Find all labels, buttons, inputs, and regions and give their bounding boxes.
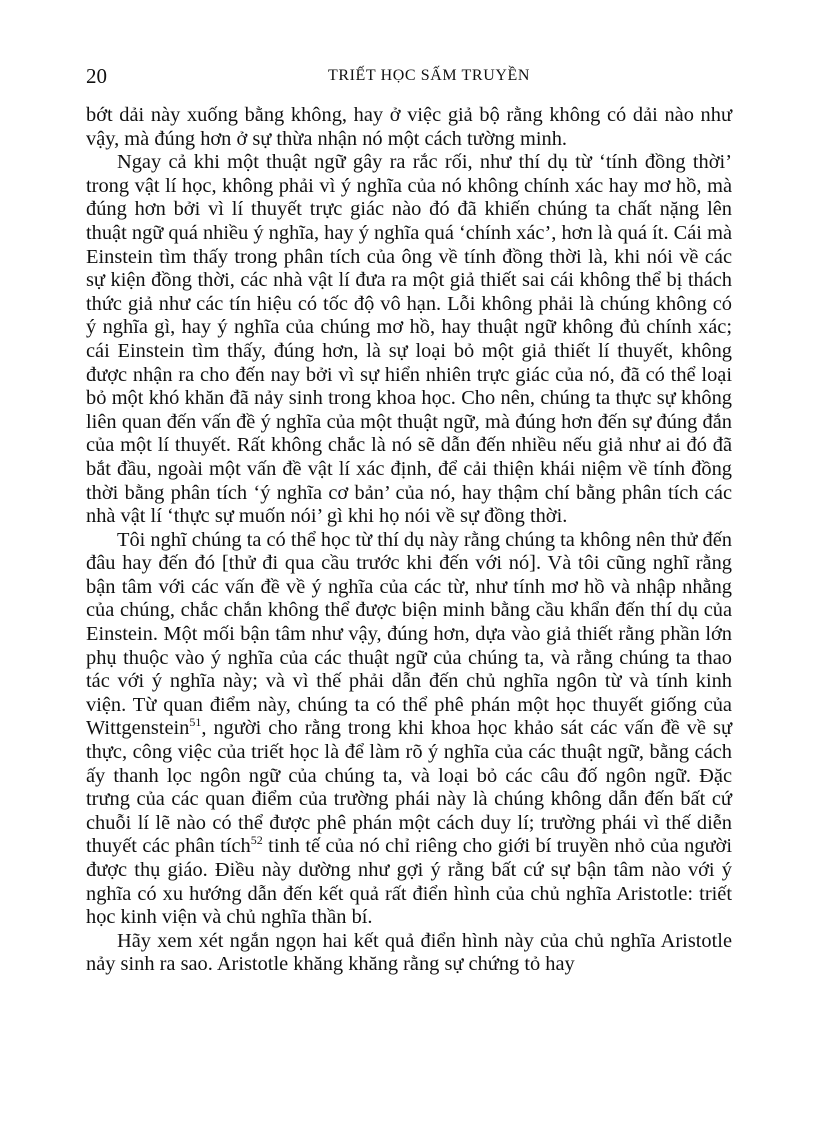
footnote-marker: 52 [250, 833, 263, 848]
paragraph-wittgenstein [86, 529, 732, 930]
paragraph-continuation: bớt dải này xuống bằng không, hay ở việc giả bộ rằng không có dải nào như vậy, mà đúng hơn ở sự thừa nhận nó một cách tường minh. [86, 104, 732, 150]
footnote-marker: 51 [189, 715, 202, 730]
page-header [86, 62, 732, 90]
paragraph-simultaneity: Ngay cả khi một thuật ngữ gây ra rắc rối, như thí dụ từ ‘tính đồng thời’ trong vật lí học, không phải vì ý nghĩa của nó không chính xác hay mơ hồ, mà đúng hơn bởi vì lí thuyết trực giác nào đó đã khiến chúng ta chất nặng lên thuật ngữ quá nhiều ý nghĩa, hay ý nghĩa quá ‘chính xác’, hơn là quá ít. Cái mà Einstein tìm thấy trong phân tích của ông về tính đồng thời là, khi nói về các sự kiện đồng thời, các nhà vật lí đưa ra một giả thiết sai cái không thể bị thách thức giả như các tín hiệu có tốc độ vô hạn. Lỗi không phải là chúng không có ý nghĩa gì, hay ý nghĩa của chúng mơ hồ, hay thuật ngữ không đủ chính xác; cái Einstein tìm thấy, đúng hơn, là sự loại bỏ một giả thiết lí thuyết, không được nhận ra cho đến nay bởi vì sự hiển nhiên trực giác của nó, đã có thể loại bỏ một khó khăn đã nảy sinh trong khoa học. Cho nên, chúng ta thực sự không liên quan đến vấn đề ý nghĩa của một thuật ngữ, mà đúng hơn đến sự đúng đắn của một lí thuyết. Rất không chắc là nó sẽ dẫn đến nhiều nếu giả như ai đó đã bắt đầu, ngoài một vấn đề vật lí xác định, để cải thiện khái niệm về tính đồng thời bằng phân tích ‘ý nghĩa cơ bản’ của nó, hay thậm chí bằng phân tích các nhà vật lí ‘thực sự muốn nói’ gì khi họ nói về sự đồng thời. [86, 151, 732, 528]
paragraph-aristotle: Hãy xem xét ngắn ngọn hai kết quả điển hình này của chủ nghĩa Aristotle nảy sinh ra sao. Aristotle khăng khăng rằng sự chứng tỏ hay [86, 929, 732, 976]
running-title: TRIẾT HỌC SẤM TRUYỀN [327, 67, 531, 84]
paragraph-text-part: Tôi nghĩ chúng ta có thể học từ thí dụ này rằng chúng ta không nên thử đến đâu hay đến đó [thử đi qua cầu trước khi đến với nó]. Và tôi cũng nghĩ rằng bận tâm với các vấn đề về ý nghĩa của các từ, như tính mơ hồ và nhập nhằng của chúng, chắc chắn không thể được biện minh bằng cầu khẩn đến thí dụ của Einstein. Một mối bận tâm như vậy, đúng hơn, dựa vào giả thiết rằng phần lớn phụ thuộc vào ý nghĩa của các thuật ngữ của chúng ta, và rằng chúng ta thao tác với ý nghĩa này; và vì thế phải dẫn đến chủ nghĩa ngôn từ và tính kinh viện. Từ quan điểm này, chúng ta có thể phê phán một học thuyết giống của Wittgenstein [86, 528, 732, 740]
paragraph-text-part: , người cho rằng trong khi khoa học khảo sát các vấn đề về sự thực, công việc của triết học là để làm rõ ý nghĩa của các thuật ngữ, bằng cách ấy thanh lọc ngôn ngữ của chúng ta, và loại bỏ các câu đố ngôn ngữ. Đặc trưng của các quan điểm của trường phái này là chúng không dẫn đến bất cứ chuỗi lí lẽ nào có thể được phê phán một cách duy lí; trường phái vì thế diễn thuyết các phân tích [86, 717, 732, 858]
page-number: 20 [86, 64, 107, 88]
body-text [86, 104, 732, 977]
paragraph-text-part: tinh tế của nó chỉ riêng cho giới bí truyền nhỏ của người được thụ giáo. Điều này dường như gợi ý rằng bất cứ sự bận tâm nào với ý nghĩa có xu hướng dẫn đến kết quả rất điển hình của chủ nghĩa Aristotle: triết học kinh viện và chủ nghĩa thần bí. [86, 835, 732, 929]
